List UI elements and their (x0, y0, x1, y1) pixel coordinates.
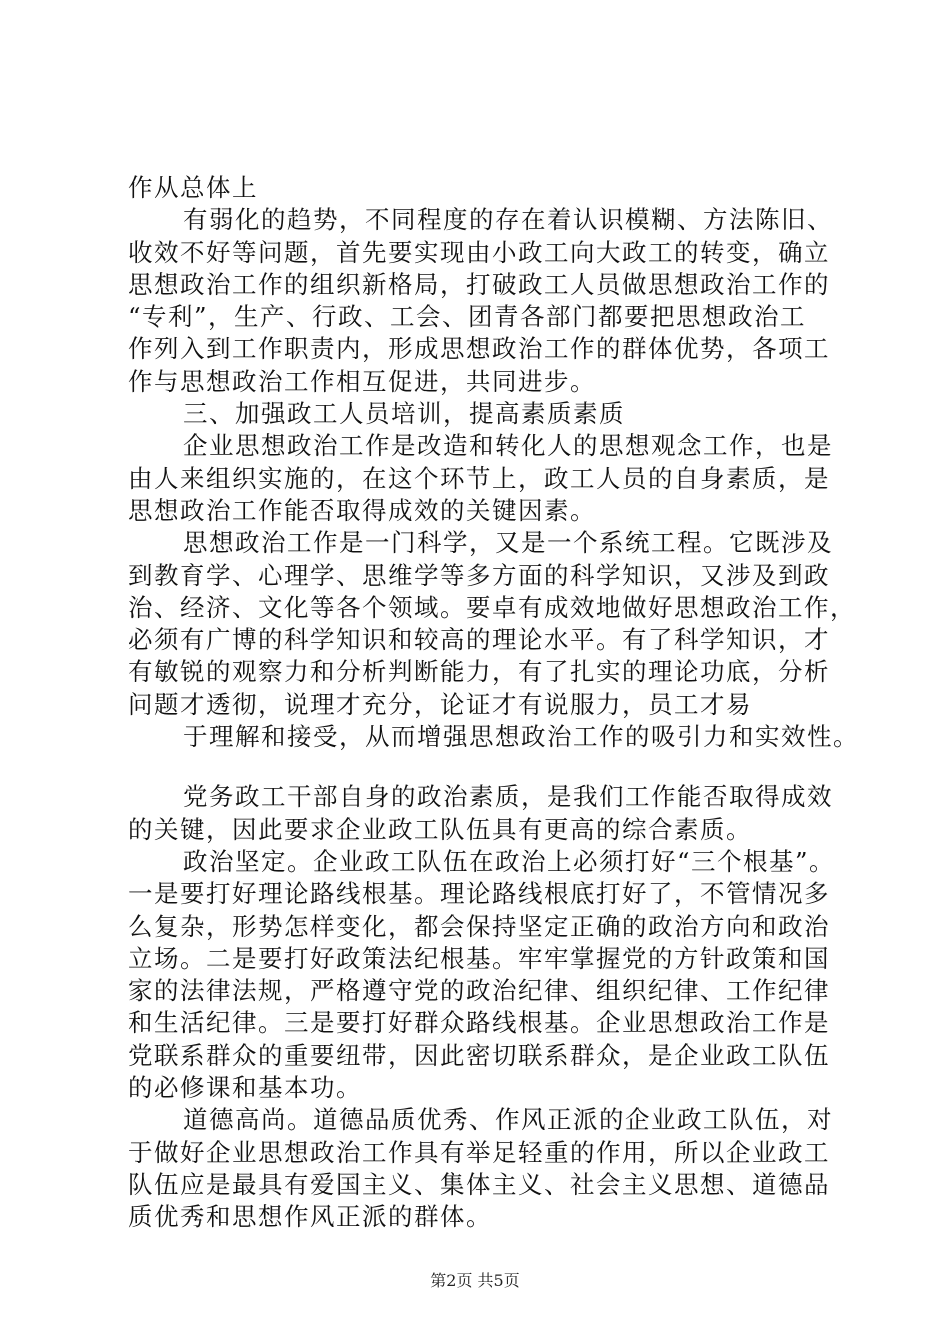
document-body (128, 172, 859, 1234)
paragraph-start-line: 于理解和接受，从而增强思想政治工作的吸引力和实效性。 (183, 722, 859, 752)
text-line: 思想政治工作能否取得成效的关键因素。 (128, 495, 596, 525)
text-line: 到教育学、心理学、思维学等多方面的科学知识，又涉及到政 (128, 560, 830, 590)
text-line: 收效不好等问题，首先要实现由小政工向大政工的转变，确立 (128, 237, 830, 267)
text-line: 党联系群众的重要纽带，因此密切联系群众，是企业政工队伍 (128, 1040, 830, 1070)
page-footer (0, 1271, 950, 1291)
text-line: 和生活纪律。三是要打好群众路线根基。企业思想政治工作是 (128, 1008, 830, 1038)
paragraph-gap (128, 753, 848, 781)
text-line: 由人来组织实施的，在这个环节上，政工人员的自身素质，是 (128, 463, 830, 493)
text-line: 作与思想政治工作相互促进，共同进步。 (128, 366, 596, 396)
paragraph-start-line: 企业思想政治工作是改造和转化人的思想观念工作，也是 (183, 431, 833, 461)
text-line: 立场。二是要打好政策法纪根基。牢牢掌握党的方针政策和国 (128, 943, 830, 973)
text-line: “专利”，生产、行政、工会、团青各部门都要把思想政治工 (128, 302, 807, 332)
text-line: 问题才透彻，说理才充分，论证才有说服力，员工才易 (128, 689, 752, 719)
paragraph-start-line: 党务政工干部自身的政治素质，是我们工作能否取得成效 (183, 782, 833, 812)
text-line: 质优秀和思想作风正派的群体。 (128, 1202, 492, 1232)
text-line: 队伍应是最具有爱国主义、集体主义、社会主义思想、道德品 (128, 1169, 830, 1199)
text-line: 作从总体上 (128, 173, 258, 202)
paragraph-start-line: 有弱化的趋势，不同程度的存在着认识模糊、方法陈旧、 (183, 205, 833, 235)
page-number: 第2页 共5页 (430, 1271, 520, 1290)
text-line: 么复杂，形势怎样变化，都会保持坚定正确的政治方向和政治 (128, 911, 830, 941)
text-line: 一是要打好理论路线根基。理论路线根底打好了，不管情况多 (128, 879, 830, 909)
paragraph-start-line: 思想政治工作是一门科学，又是一个系统工程。它既涉及 (183, 528, 833, 558)
paragraph-start-line: 道德高尚。道德品质优秀、作风正派的企业政工队伍，对 (183, 1105, 833, 1135)
text-line: 作列入到工作职责内，形成思想政治工作的群体优势，各项工 (128, 334, 830, 364)
text-line: 的关键，因此要求企业政工队伍具有更高的综合素质。 (128, 814, 752, 844)
text-line: 治、经济、文化等各个领域。要卓有成效地做好思想政治工作， (128, 592, 856, 622)
section-heading: 三、加强政工人员培训，提高素质素质 (183, 399, 625, 429)
text-line: 思想政治工作的组织新格局，打破政工人员做思想政治工作的 (128, 269, 830, 299)
text-line: 有敏锐的观察力和分析判断能力，有了扎实的理论功底，分析 (128, 657, 830, 687)
paragraph-start-line: 政治坚定。企业政工队伍在政治上必须打好“三个根基”。 (183, 846, 836, 876)
text-line: 于做好企业思想政治工作具有举足轻重的作用，所以企业政工 (128, 1137, 830, 1167)
text-line: 家的法律法规，严格遵守党的政治纪律、组织纪律、工作纪律 (128, 976, 830, 1006)
text-line: 的必修课和基本功。 (128, 1073, 362, 1103)
text-line: 必须有广博的科学知识和较高的理论水平。有了科学知识，才 (128, 625, 830, 655)
